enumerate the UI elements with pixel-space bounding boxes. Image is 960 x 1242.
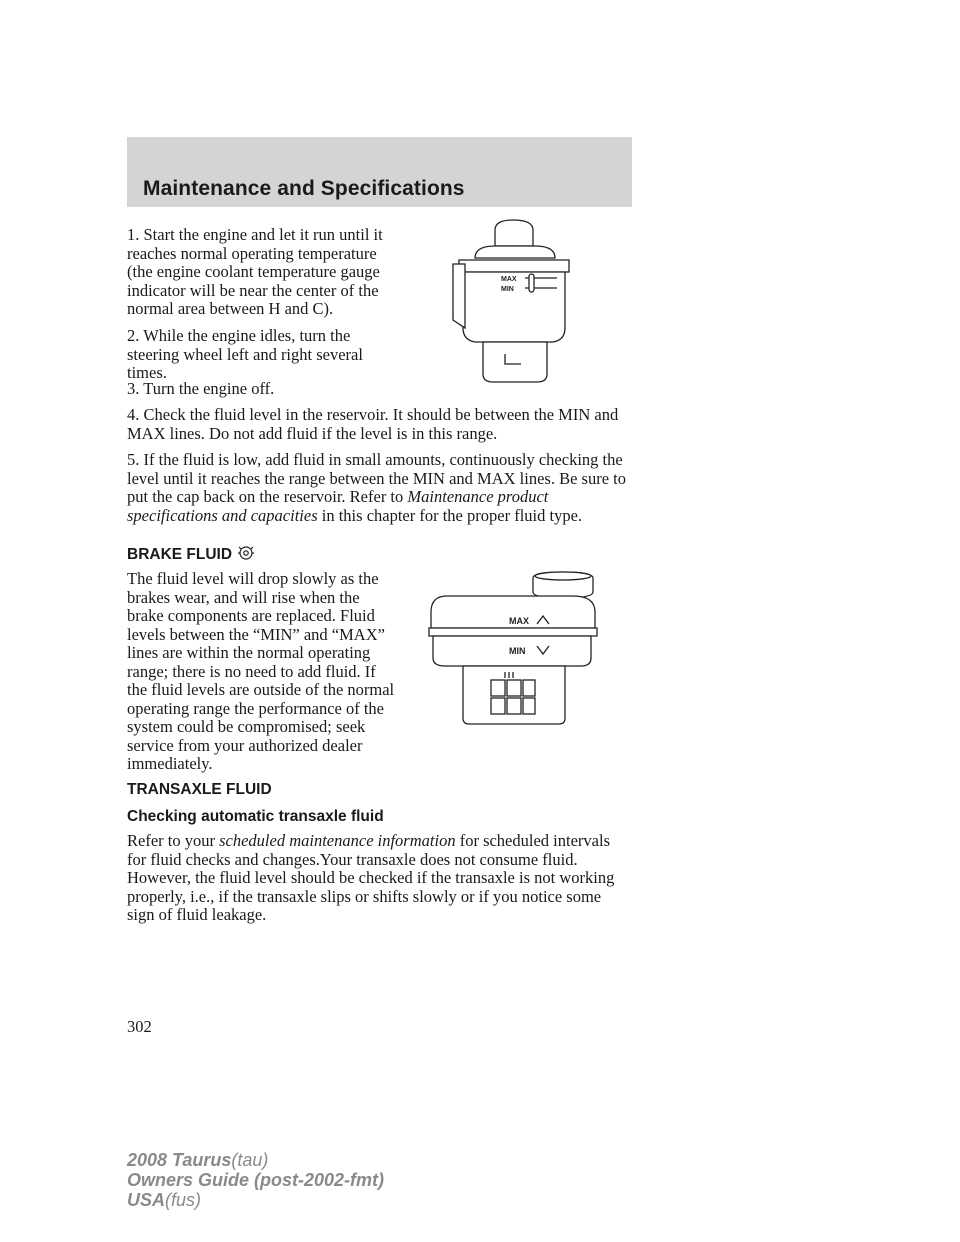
section-header — [127, 137, 632, 207]
specs-reference: Maintenance product specifications and capacities — [127, 487, 549, 525]
step-5-text: 5. If the fluid is low, add fluid in small amounts, continuously checking the level until it reaches the range between the MIN and MAX lines. Be sure to put the cap back on the reservoir. Refer to — [127, 450, 626, 506]
brake-fluid-reservoir-illustration — [425, 570, 605, 730]
footer-model-code: (tau) — [231, 1150, 269, 1170]
brake-fluid-heading — [127, 543, 256, 564]
transaxle-text-start: Refer to your — [127, 831, 215, 850]
footer-model: 2008 Taurus — [127, 1150, 232, 1170]
footer-guide: Owners Guide (post-2002-fmt) — [127, 1170, 385, 1190]
footer-market: USA — [127, 1190, 166, 1210]
footer-market-code: (fus) — [165, 1190, 202, 1210]
page-number: 302 — [127, 1017, 152, 1036]
step-2: 2. While the engine idles, turn the steering wheel left and right several times. — [127, 326, 363, 382]
step-5-text-end: in this chapter for the proper fluid type. — [321, 505, 583, 525]
transaxle-fluid-heading: TRANSAXLE FLUID — [127, 781, 272, 798]
maintenance-reference: scheduled maintenance information — [219, 831, 456, 850]
brake-fluid-heading-text: BRAKE FLUID — [127, 546, 233, 563]
brake-min-label: MIN — [509, 646, 526, 656]
step-5 — [127, 451, 632, 525]
brake-fluid-icon — [236, 543, 256, 561]
page-title: Maintenance and Specifications — [143, 177, 465, 200]
step-4: 4. Check the fluid level in the reservoir. It should be between the MIN and MAX lines. Do not add fluid if the level is in this range. — [127, 405, 619, 443]
brake-fluid-text: The fluid level will drop slowly as the brakes wear, and will rise when the brake components are replaced. Fluid levels between the “MIN” and “MAX” lines are within the normal operating range; there is no need to add fluid. If the fluid levels are outside of the normal operating range the performance of the system could be compromised; seek service from your authorized dealer immediately. — [127, 569, 395, 773]
max-label: MAX — [501, 276, 517, 283]
step-1: 1. Start the engine and let it run until it reaches normal operating temperature (the engine coolant temperature gauge indicator will be near the center of the normal area between H and C). — [127, 225, 383, 318]
transaxle-subheading: Checking automatic transaxle fluid — [127, 808, 384, 825]
document-footer — [127, 1150, 384, 1210]
power-steering-reservoir-illustration — [445, 218, 585, 388]
transaxle-text — [127, 832, 632, 925]
transaxle-text-end: for scheduled intervals for fluid checks and changes.Your transaxle does not consume fluid. However, the fluid level should be checked if the transaxle is not working properly, i.e., if the transaxle slips or shifts slowly or if you notice some sign of fluid leakage. — [127, 831, 615, 924]
step-3: 3. Turn the engine off. — [127, 379, 275, 398]
brake-max-label: MAX — [509, 616, 529, 626]
min-label: MIN — [501, 286, 514, 293]
